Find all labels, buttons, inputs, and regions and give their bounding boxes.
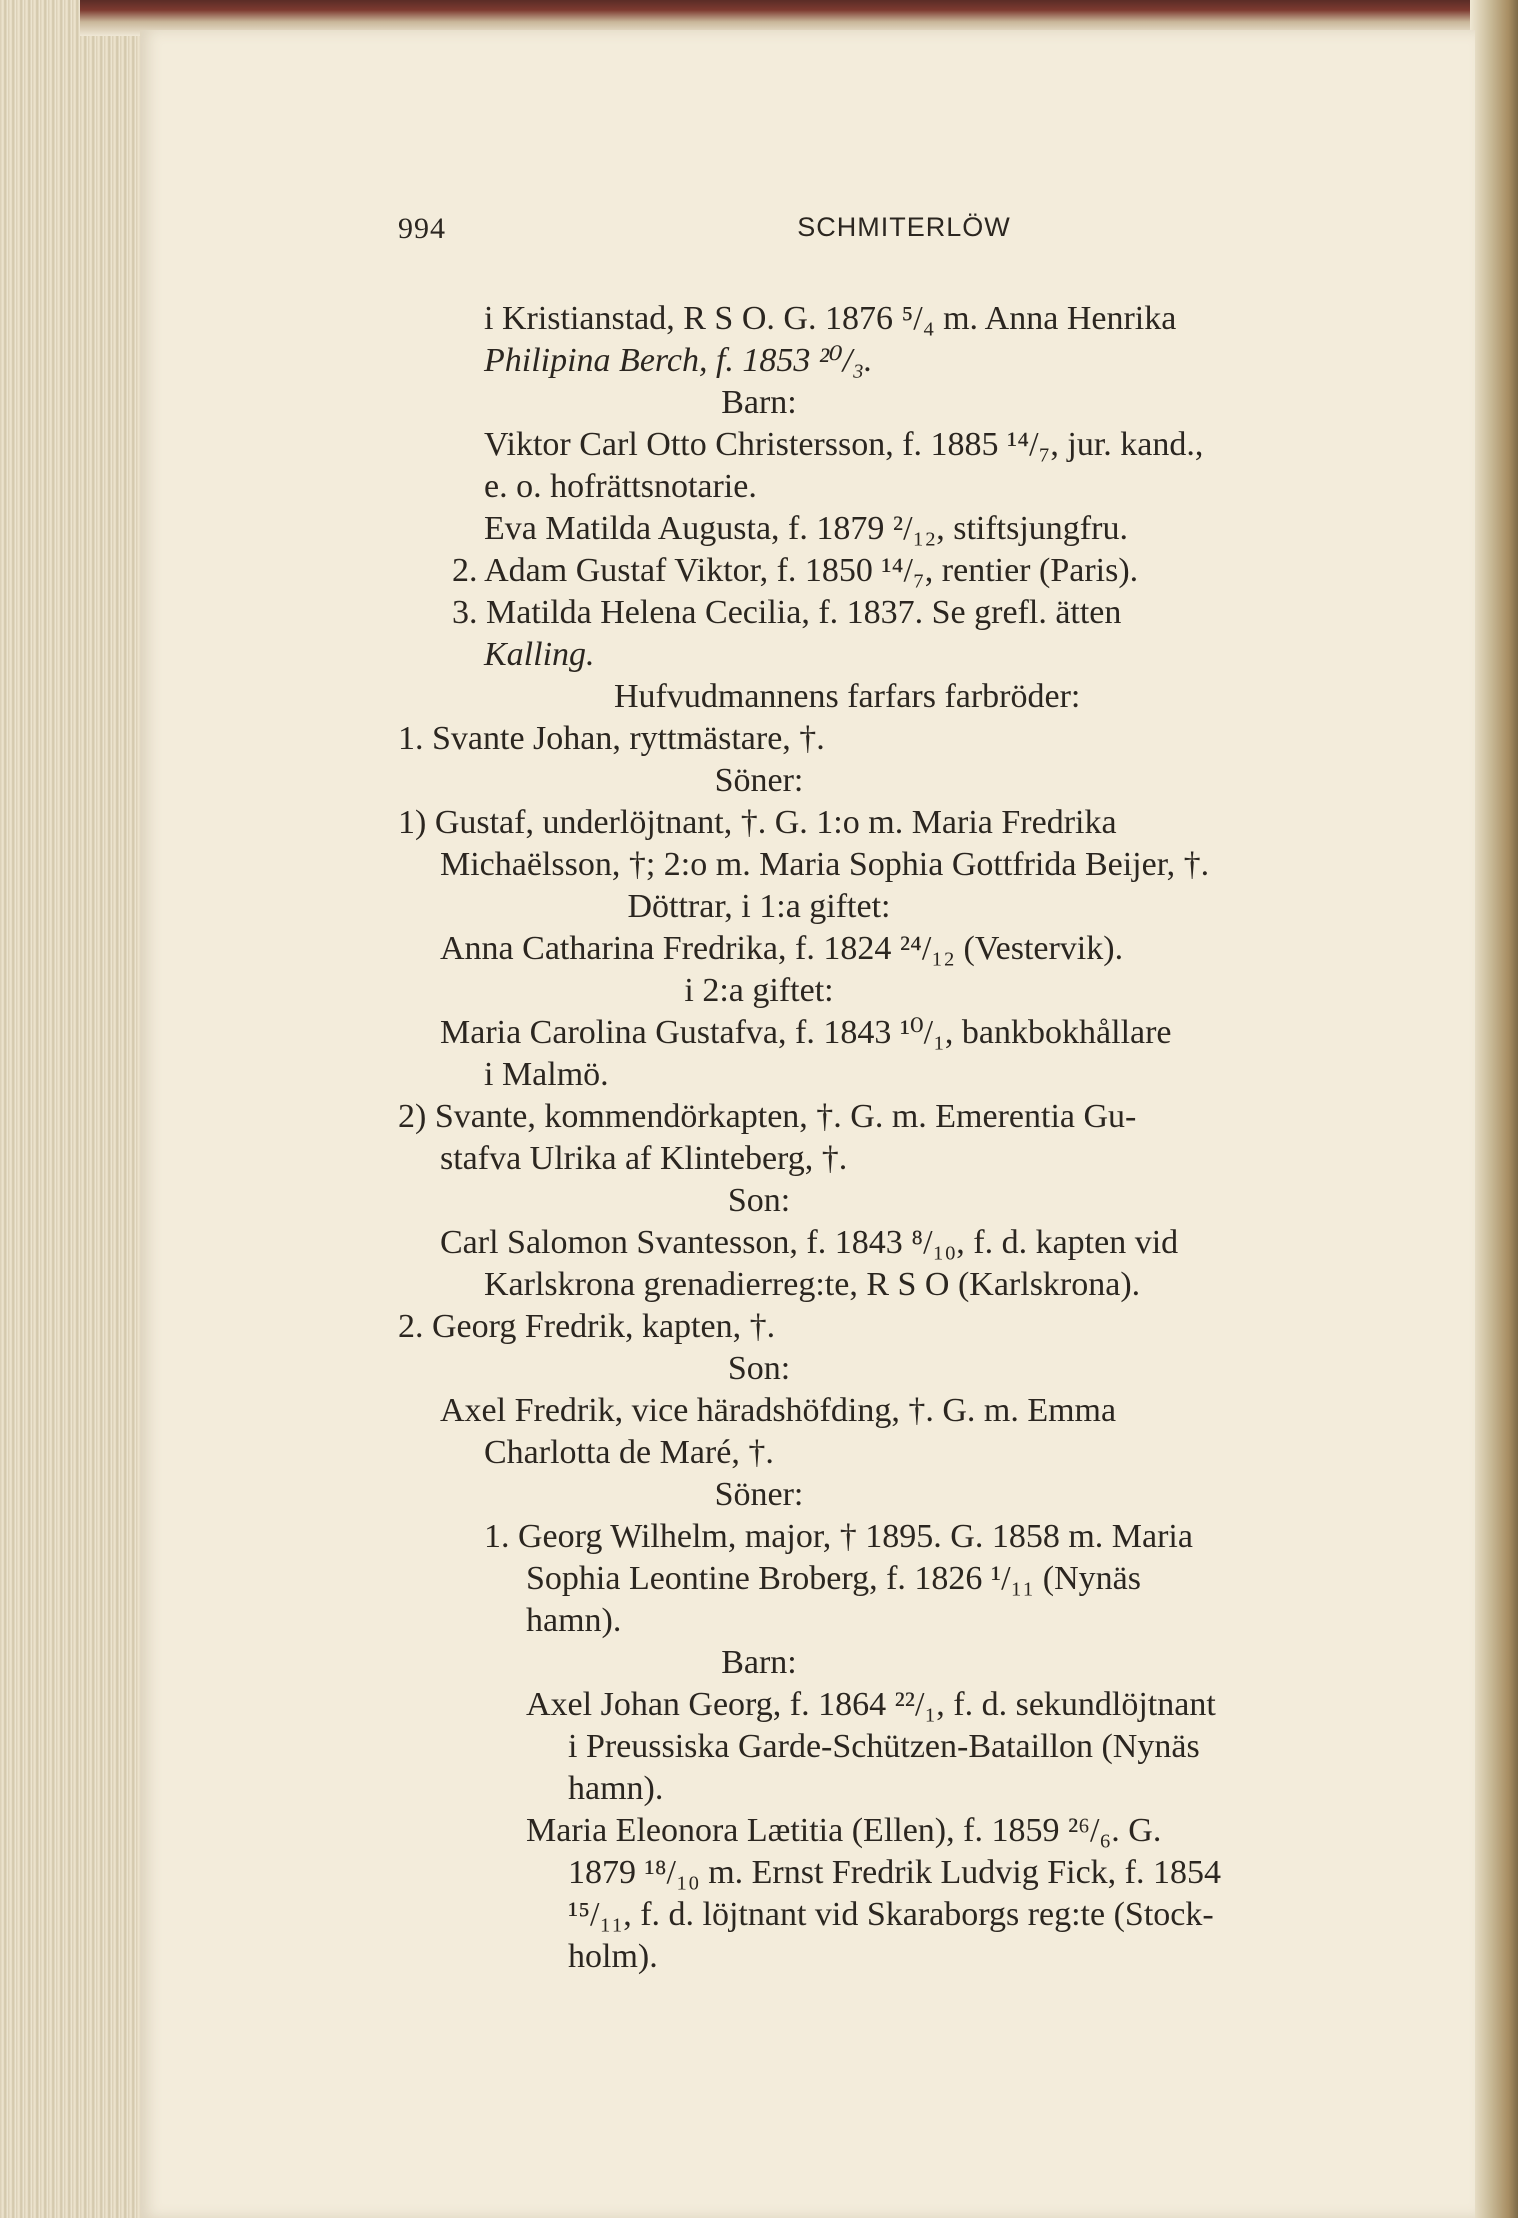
text-line: Kalling. bbox=[484, 636, 595, 673]
text-line: Eva Matilda Augusta, f. 1879 ²/₁₂, stiftsjungfru. bbox=[484, 510, 1128, 547]
section-heading: Hufvudmannens farfars farbröder: bbox=[614, 678, 1081, 715]
text-line: Sophia Leontine Broberg, f. 1826 ¹/₁₁ (Nynäs bbox=[526, 1560, 1141, 1597]
book-right-edge bbox=[1470, 0, 1518, 2218]
text-line: Carl Salomon Svantesson, f. 1843 ⁸/₁₀, f. d. kapten vid bbox=[440, 1224, 1179, 1261]
text-line: stafva Ulrika af Klinteberg, †. bbox=[440, 1140, 848, 1177]
text-line: 2. Georg Fredrik, kapten, †. bbox=[398, 1308, 776, 1345]
text-line: 1879 ¹⁸/₁₀ m. Ernst Fredrik Ludvig Fick, f. 1854 bbox=[568, 1854, 1221, 1891]
section-heading: Barn: bbox=[721, 384, 797, 421]
page-stack-edges bbox=[0, 0, 150, 2218]
text-line: 1. Georg Wilhelm, major, † 1895. G. 1858 m. Maria bbox=[484, 1518, 1193, 1555]
text-line: 2. Adam Gustaf Viktor, f. 1850 ¹⁴/₇, rentier (Paris). bbox=[452, 552, 1139, 589]
text-line: Karlskrona grenadierreg:te, R S O (Karlskrona). bbox=[484, 1266, 1141, 1303]
text-line: i Preussiska Garde-Schützen-Bataillon (Nynäs bbox=[568, 1728, 1200, 1765]
text-line: e. o. hofrättsnotarie. bbox=[484, 468, 757, 505]
text-line: Charlotta de Maré, †. bbox=[484, 1434, 774, 1471]
text-line: 1) Gustaf, underlöjtnant, †. G. 1:o m. Maria Fredrika bbox=[398, 804, 1117, 841]
running-title: SCHMITERLÖW bbox=[797, 212, 1011, 242]
text-line: ¹⁵/₁₁, f. d. löjtnant vid Skaraborgs reg:te (Stock- bbox=[568, 1896, 1214, 1933]
page-number: 994 bbox=[398, 212, 446, 245]
section-heading: Son: bbox=[727, 1182, 791, 1219]
text-line: hamn). bbox=[526, 1602, 622, 1639]
section-heading: Döttrar, i 1:a giftet: bbox=[627, 888, 891, 925]
text-line: Maria Eleonora Lætitia (Ellen), f. 1859 ²⁶/₆. G. bbox=[526, 1812, 1162, 1849]
section-heading: Son: bbox=[727, 1350, 791, 1387]
section-heading: Söner: bbox=[714, 762, 804, 799]
section-heading: Söner: bbox=[714, 1476, 804, 1513]
section-heading: Barn: bbox=[721, 1644, 797, 1681]
text-line: hamn). bbox=[568, 1770, 664, 1807]
text-line: 1. Svante Johan, ryttmästare, †. bbox=[398, 720, 825, 757]
text-line: 2) Svante, kommendörkapten, †. G. m. Emerentia Gu- bbox=[398, 1098, 1137, 1135]
section-heading: i 2:a giftet: bbox=[684, 972, 834, 1009]
text-line: Axel Fredrik, vice häradshöfding, †. G. m. Emma bbox=[440, 1392, 1117, 1429]
text-line: holm). bbox=[568, 1938, 658, 1975]
text-line: i Malmö. bbox=[484, 1056, 609, 1093]
text-line: Michaëlsson, †; 2:o m. Maria Sophia Gottfrida Beijer, †. bbox=[440, 846, 1210, 883]
text-line: 3. Matilda Helena Cecilia, f. 1837. Se grefl. ätten bbox=[452, 594, 1122, 631]
text-line: Maria Carolina Gustafva, f. 1843 ¹⁰/₁, bankbokhållare bbox=[440, 1014, 1172, 1051]
text-line: i Kristianstad, R S O. G. 1876 ⁵/₄ m. Anna Henrika bbox=[484, 300, 1177, 337]
text-line: Philipina Berch, f. 1853 ²⁰/₃. bbox=[484, 342, 873, 379]
text-line: Axel Johan Georg, f. 1864 ²²/₁, f. d. sekundlöjtnant bbox=[526, 1686, 1216, 1723]
text-line: Viktor Carl Otto Christersson, f. 1885 ¹⁴/₇, jur. kand., bbox=[484, 426, 1204, 463]
page-header bbox=[398, 212, 1410, 252]
text-line: Anna Catharina Fredrika, f. 1824 ²⁴/₁₂ (Vestervik). bbox=[440, 930, 1124, 967]
